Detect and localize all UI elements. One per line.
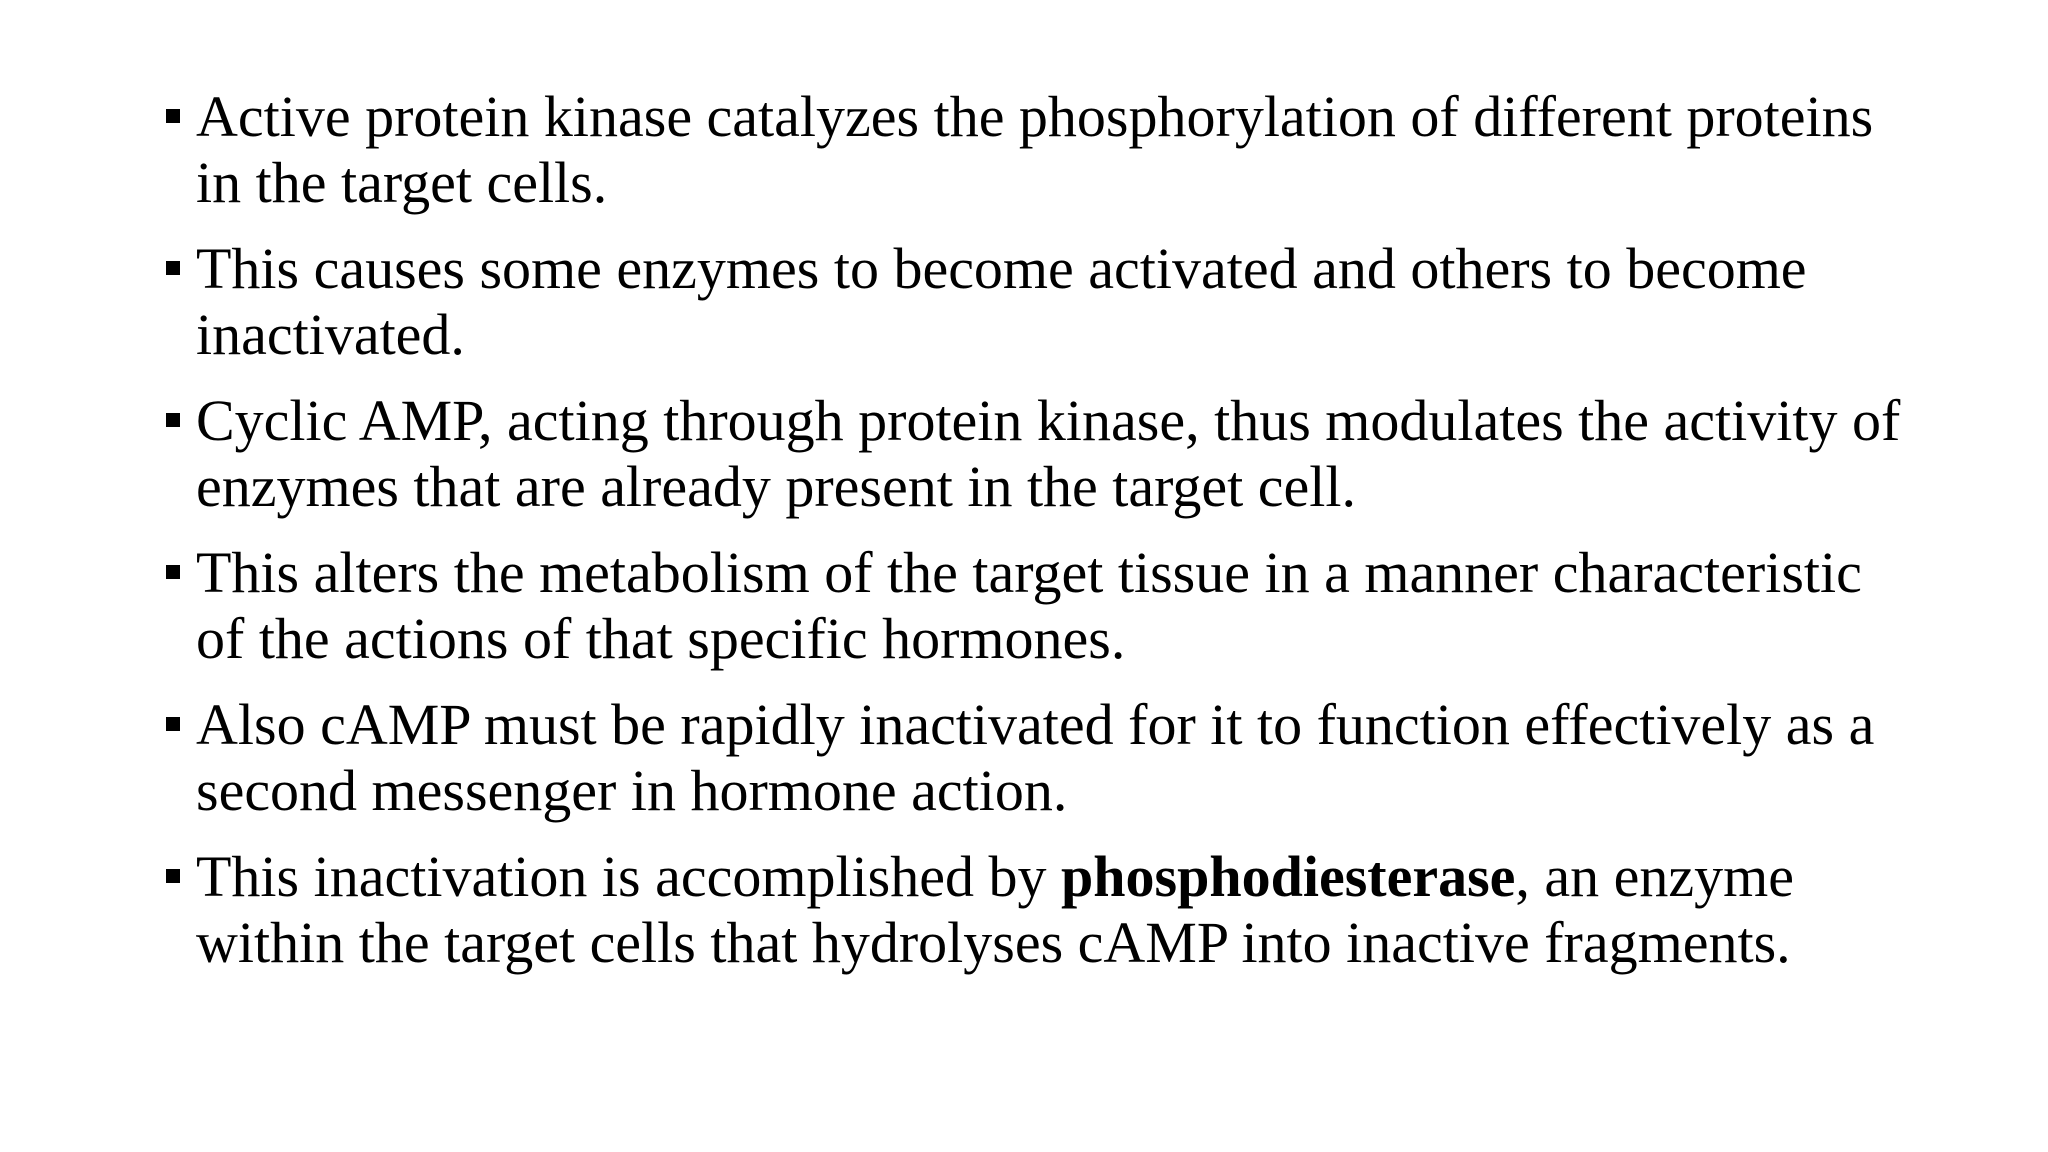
bullet-item bbox=[160, 692, 1920, 824]
square-bullet-icon bbox=[166, 565, 180, 579]
square-bullet-icon bbox=[166, 261, 180, 275]
square-bullet-icon bbox=[166, 717, 180, 731]
bold-term: phosphodiesterase bbox=[1061, 844, 1516, 909]
bullet-text: This alters the metabolism of the target tissue in a manner characteristic of the actions of that specific hormones. bbox=[196, 540, 1862, 671]
bullet-item bbox=[160, 236, 1920, 368]
bullet-item bbox=[160, 844, 1920, 976]
bullet-item bbox=[160, 84, 1920, 216]
bullet-list bbox=[160, 84, 1920, 996]
bullet-text: Also cAMP must be rapidly inactivated for it to function effectively as a second messenger in hormone action. bbox=[196, 692, 1875, 823]
square-bullet-icon bbox=[166, 109, 180, 123]
bullet-text-before: This inactivation is accomplished by bbox=[196, 844, 1061, 909]
square-bullet-icon bbox=[166, 869, 180, 883]
bullet-text-after: , an enzyme within the target cells that hydrolyses cAMP into inactive fragments. bbox=[196, 844, 1794, 975]
bullet-text: Active protein kinase catalyzes the phosphorylation of different proteins in the target cells. bbox=[196, 84, 1874, 215]
bullet-text: This causes some enzymes to become activated and others to become inactivated. bbox=[196, 236, 1807, 367]
square-bullet-icon bbox=[166, 413, 180, 427]
bullet-item bbox=[160, 388, 1920, 520]
bullet-item bbox=[160, 540, 1920, 672]
bullet-text: Cyclic AMP, acting through protein kinase, thus modulates the activity of enzymes that are already present in the target cell. bbox=[196, 388, 1901, 519]
